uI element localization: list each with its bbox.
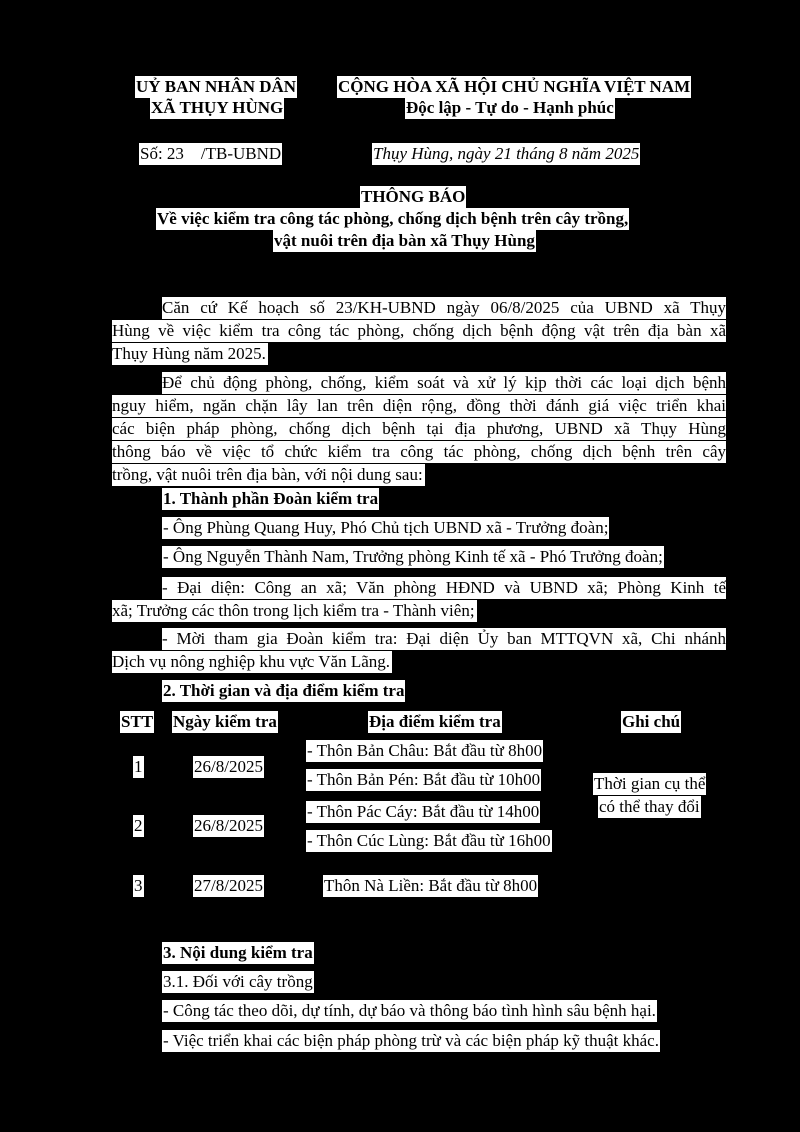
paragraph-purpose	[112, 372, 726, 492]
place-date: Thụy Hùng, ngày 21 tháng 8 năm 2025	[373, 144, 640, 163]
table-cell-date: 27/8/2025	[194, 876, 263, 895]
document-subject-line2: vật nuôi trên địa bàn xã Thụy Hùng	[274, 231, 535, 250]
paragraph-line: trồng, vật nuôi trên địa bàn, với nội dung sau:	[112, 465, 423, 484]
content-item-1: - Công tác theo dõi, dự tính, dự báo và thông báo tình hình sâu bệnh hại.	[163, 1001, 656, 1020]
paragraph-line: các biện pháp phòng, chống dịch bệnh tại địa phương, UBND xã Thụy Hùng	[112, 419, 726, 438]
table-cell-note-line1: Thời gian cụ thể	[594, 774, 706, 793]
table-cell-location: Thôn Nà Liền: Bắt đầu từ 8h00	[324, 876, 538, 895]
member-item-line: - Mời tham gia Đoàn kiểm tra: Đại diện Ủy ban MTTQVN xã, Chi nhánh	[162, 629, 726, 648]
content-item-2: - Việc triển khai các biện pháp phòng trừ và các biện pháp kỹ thuật khác.	[163, 1031, 659, 1050]
org-name-line1: UỶ BAN NHÂN DÂN	[136, 77, 297, 96]
document-title: THÔNG BÁO	[361, 187, 466, 206]
paragraph-legal-basis	[112, 297, 726, 371]
table-cell-location: - Thôn Bản Châu: Bắt đầu từ 8h00	[307, 741, 543, 760]
document-number: Số: 23 /TB-UBND	[140, 144, 282, 163]
table-cell-note-line2: có thể thay đổi	[599, 797, 700, 816]
table-header-location: Địa điểm kiểm tra	[369, 712, 501, 731]
member-item-4	[112, 628, 726, 679]
table-header-date: Ngày kiểm tra	[173, 712, 277, 731]
paragraph-line: Hùng về việc kiểm tra công tác phòng, chống dịch bệnh động vật trên địa bàn xã	[112, 321, 726, 340]
table-cell-location: - Thôn Cúc Lùng: Bắt đầu từ 16h00	[307, 831, 551, 850]
document-subject-line1: Về việc kiểm tra công tác phòng, chống dịch bệnh trên cây trồng,	[157, 209, 629, 228]
member-item-2: - Ông Nguyễn Thành Nam, Trưởng phòng Kinh tế xã - Phó Trưởng đoàn;	[163, 547, 663, 566]
table-cell-stt: 2	[134, 816, 143, 835]
table-cell-location: - Thôn Bản Pén: Bắt đầu từ 10h00	[307, 770, 541, 789]
member-item-3	[112, 577, 726, 628]
member-item-line: - Đại diện: Công an xã; Văn phòng HĐND và UBND xã; Phòng Kinh tế	[162, 578, 726, 597]
table-cell-date: 26/8/2025	[194, 757, 263, 776]
member-item-line: xã; Trưởng các thôn trong lịch kiểm tra - Thành viên;	[112, 601, 475, 620]
member-item-1: - Ông Phùng Quang Huy, Phó Chủ tịch UBND xã - Trưởng đoàn;	[163, 518, 609, 537]
paragraph-line: Thụy Hùng năm 2025.	[112, 344, 266, 363]
table-header-note: Ghi chú	[622, 712, 681, 731]
table-cell-stt: 3	[134, 876, 143, 895]
member-item-line: Dịch vụ nông nghiệp khu vực Văn Lãng.	[112, 652, 391, 671]
table-header-stt: STT	[121, 712, 154, 731]
paragraph-line: nguy hiểm, ngăn chặn lây lan trên diện rộng, đồng thời đánh giá việc triển khai	[112, 396, 726, 415]
table-cell-location: - Thôn Pác Cáy: Bắt đầu từ 14h00	[307, 802, 540, 821]
section-heading-2: 2. Thời gian và địa điểm kiểm tra	[163, 681, 405, 700]
org-name-line2: XÃ THỤY HÙNG	[151, 98, 284, 117]
table-cell-date: 26/8/2025	[194, 816, 263, 835]
section-heading-3: 3. Nội dung kiểm tra	[163, 943, 313, 962]
nation-title: CỘNG HÒA XÃ HỘI CHỦ NGHĨA VIỆT NAM	[338, 77, 691, 96]
paragraph-line: Căn cứ Kế hoạch số 23/KH-UBND ngày 06/8/2025 của UBND xã Thụy	[162, 298, 726, 317]
paragraph-line: thông báo về việc tổ chức kiểm tra công tác phòng, chống dịch bệnh trên cây	[112, 442, 726, 461]
subsection-heading-3-1: 3.1. Đối với cây trồng	[163, 972, 313, 991]
table-cell-stt: 1	[134, 757, 143, 776]
paragraph-line: Để chủ động phòng, chống, kiểm soát và xử lý kịp thời các loại dịch bệnh	[162, 373, 726, 392]
nation-motto: Độc lập - Tự do - Hạnh phúc	[406, 98, 614, 117]
section-heading-1: 1. Thành phần Đoàn kiểm tra	[163, 489, 379, 508]
